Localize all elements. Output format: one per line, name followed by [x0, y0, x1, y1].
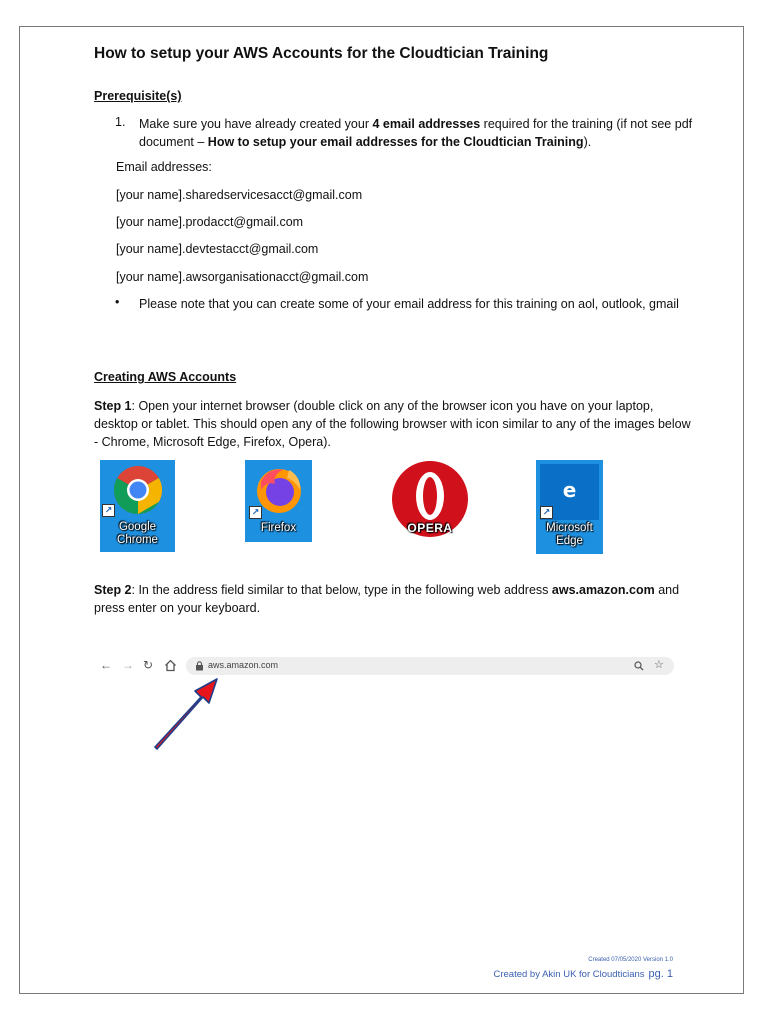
- opera-shortcut: [390, 460, 470, 538]
- red-arrow-icon: [145, 675, 225, 751]
- document-title: How to setup your AWS Accounts for the Cloudtician Training: [94, 45, 549, 62]
- footer: [494, 968, 674, 980]
- creating-accounts-heading: Creating AWS Accounts: [94, 370, 237, 384]
- shortcut-arrow-icon: ↗: [102, 504, 115, 517]
- edge-shortcut: [536, 460, 603, 554]
- home-icon: [164, 659, 177, 672]
- chrome-shortcut: [100, 460, 175, 552]
- back-icon: ←: [100, 658, 112, 672]
- step-2-label: Step 2: [94, 583, 132, 597]
- browser-toolbar-image: [96, 655, 676, 677]
- step-1-paragraph: [94, 397, 694, 451]
- step-2-url: aws.amazon.com: [551, 583, 655, 597]
- opera-label: OPERA: [407, 521, 453, 535]
- page-number: pg. 1: [648, 968, 673, 980]
- email-address-4: [your name].awsorganisationacct@gmail.com: [116, 270, 369, 284]
- chrome-label-line2: Chrome: [117, 534, 158, 546]
- step-1-text: : Open your internet browser (double click on any of the browser icon you have on your laptop, desktop or tablet. This should open any of the following browser with icon similar to any of the images below - Chrome, Microsoft Edge, Firefox, Opera).: [94, 399, 691, 449]
- document-page: [19, 26, 744, 994]
- step-2-text: : In the address field similar to that below, type in the following web address: [131, 583, 552, 597]
- firefox-label: Firefox: [260, 522, 297, 534]
- chrome-label-line1: Google: [118, 521, 157, 533]
- email-addresses-label: Email addresses:: [116, 160, 212, 174]
- item1-text-c: ).: [583, 135, 592, 149]
- item1-bold-a: 4 email addresses: [372, 117, 481, 131]
- footer-created-by: Created by Akin UK for Cloudticians: [493, 969, 645, 980]
- prerequisites-heading: Prerequisite(s): [94, 89, 182, 103]
- chrome-icon: [112, 464, 164, 516]
- edge-label-line1: Microsoft: [546, 522, 593, 534]
- email-provider-note: Please note that you can create some of your email address for this training on aol, outlook, gmail: [139, 297, 679, 311]
- firefox-shortcut: [245, 460, 312, 542]
- item1-text-b: required for the training (if not see pdf document –: [139, 117, 693, 149]
- footer-version: Created 07/05/2020 Version 1.0: [588, 957, 673, 963]
- prerequisite-item-1: [139, 115, 699, 151]
- list-number: 1.: [115, 115, 126, 129]
- shortcut-arrow-icon: ↗: [249, 506, 262, 519]
- step-2-paragraph: [94, 581, 694, 617]
- item1-bold-b: How to setup your email addresses for the Cloudtician Training: [207, 135, 584, 149]
- reload-icon: ↻: [143, 658, 154, 672]
- address-bar: [186, 657, 674, 675]
- forward-icon: →: [122, 658, 134, 672]
- step-2-text-b: and press enter on your keyboard.: [94, 583, 680, 615]
- bullet: •: [115, 295, 120, 309]
- edge-label-line2: Edge: [556, 535, 583, 547]
- address-url: aws.amazon.com: [208, 660, 279, 670]
- step-1-label: Step 1: [94, 399, 132, 413]
- email-address-2: [your name].prodacct@gmail.com: [116, 215, 304, 229]
- zoom-icon: [634, 661, 644, 671]
- shortcut-arrow-icon: ↗: [540, 506, 553, 519]
- email-address-1: [your name].sharedservicesacct@gmail.com: [116, 188, 363, 202]
- lock-icon: [195, 661, 204, 671]
- edge-icon: e: [540, 464, 599, 520]
- bookmark-star-icon: ☆: [654, 659, 664, 671]
- email-address-3: [your name].devtestacct@gmail.com: [116, 242, 319, 256]
- item1-text-a: Make sure you have already created your: [139, 117, 373, 131]
